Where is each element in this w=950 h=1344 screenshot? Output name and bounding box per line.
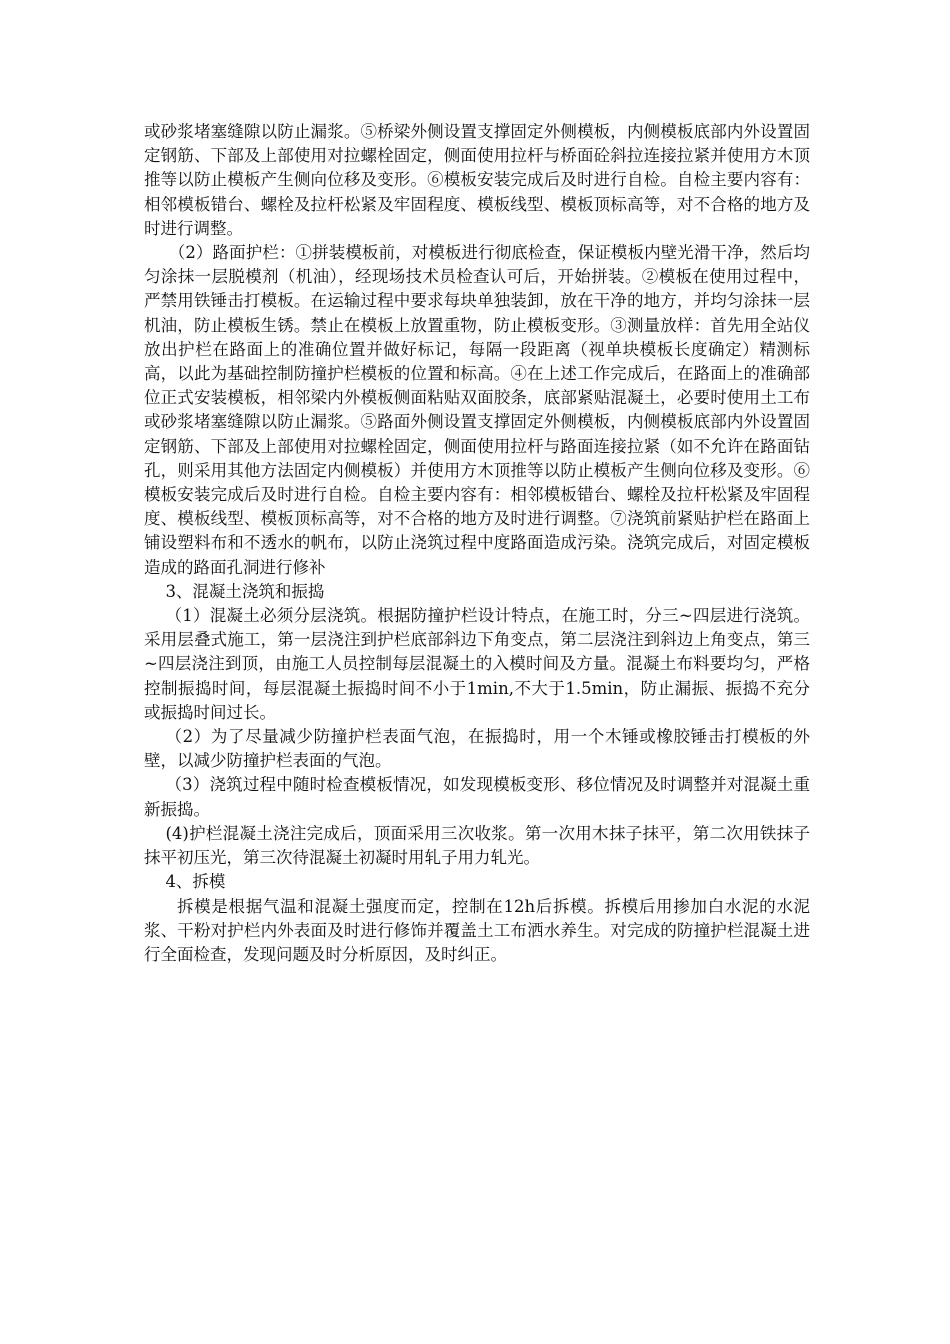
section-heading-form-removal: 4、拆模 <box>165 872 226 892</box>
paragraph-form-removal: 拆模是根据气温和混凝土强度而定，控制在12h后拆模。拆模后用掺加白水泥的水泥浆、干粉对护栏内外表面及时进行修饰并覆盖土工布洒水养生。对完成的防撞护栏混凝土进行全面检查，发现问题及时分析原因，及时纠正。 <box>144 896 810 964</box>
paragraph-check-formwork: （3）浇筑过程中随时检查模板情况，如发现模板变形、移位情况及时调整并对混凝土重新振捣。 <box>144 775 810 819</box>
paragraph-bridge-formwork-continued: 或砂浆堵塞缝隙以防止漏浆。⑤桥梁外侧设置支撑固定外侧模板，内侧模板底部内外设置固定钢筋、下部及上部使用对拉螺栓固定，侧面使用拉杆与桥面砼斜拉连接拉紧并使用方木顶推等以防止模板产生侧向位移及变形。⑥模板安装完成后及时进行自检。自检主要内容有：相邻模板错台、螺栓及拉杆松紧及牢固程度、模板线型、模板顶标高等，对不合格的地方及时进行调整。 <box>144 122 810 238</box>
paragraph-surface-finishing: (4)护栏混凝土浇注完成后，顶面采用三次收浆。第一次用木抹子抹平，第二次用铁抹子抹平初压光，第三次待混凝土初凝时用轧子用力轧光。 <box>144 823 810 868</box>
document-body <box>144 120 810 967</box>
section-heading-concrete-pouring: 3、混凝土浇筑和振捣 <box>165 581 325 601</box>
paragraph-layered-pouring: （1）混凝土必须分层浇筑。根据防撞护栏设计特点，在施工时，分三~四层进行浇筑。采用层叠式施工，第一层浇注到护栏底部斜边下角变点，第二层浇注到斜边上角变点，第三~四层浇注到顶，由施工人员控制每层混凝土的入模时间及方量。混凝土布料要均匀，严格控制振捣时间，每层混凝土振捣时间不小于1min,不大于1.5min，防止漏振、振捣不充分或振捣时间过长。 <box>144 606 810 722</box>
paragraph-road-guardrail: （2）路面护栏：①拼装模板前，对模板进行彻底检查，保证模板内壁光滑干净，然后均匀涂抹一层脱模剂（机油），经现场技术员检查认可后，开始拼装。②模板在使用过程中，严禁用铁锤击打模板。在运输过程中要求每块单独装卸，放在干净的地方，并均匀涂抹一层机油，防止模板生锈。禁止在模板上放置重物，防止模板变形。③测量放样：首先用全站仪放出护栏在路面上的准确位置并做好标记，每隔一段距离（视单块模板长度确定）精测标高，以此为基础控制防撞护栏模板的位置和标高。④在上述工作完成后，在路面上的准确部位正式安装模板，相邻梁内外模板侧面粘贴双面胶条，底部紧贴混凝土，必要时使用土工布或砂浆堵塞缝隙以防止漏浆。⑤路面外侧设置支撑固定外侧模板，内侧模板底部内外设置固定钢筋、下部及上部使用对拉螺栓固定，侧面使用拉杆与路面连接拉紧（如不允许在路面钻孔，则采用其他方法固定内侧模板）并使用方木顶推等以防止模板产生侧向位移及变形。⑥模板安装完成后及时进行自检。自检主要内容有：相邻模板错台、螺栓及拉杆松紧及牢固程度、模板线型、模板顶标高等，对不合格的地方及时进行调整。⑦浇筑前紧贴护栏在路面上铺设塑料布和不透水的帆布，以防止浇筑过程中度路面造成污染。浇筑完成后，对固定模板造成的路面孔洞进行修补 <box>144 243 810 577</box>
paragraph-reduce-bubbles: （2）为了尽量减少防撞护栏表面气泡，在振捣时，用一个木锤或橡胶锤击打模板的外壁，以减少防撞护栏表面的气泡。 <box>144 727 810 771</box>
